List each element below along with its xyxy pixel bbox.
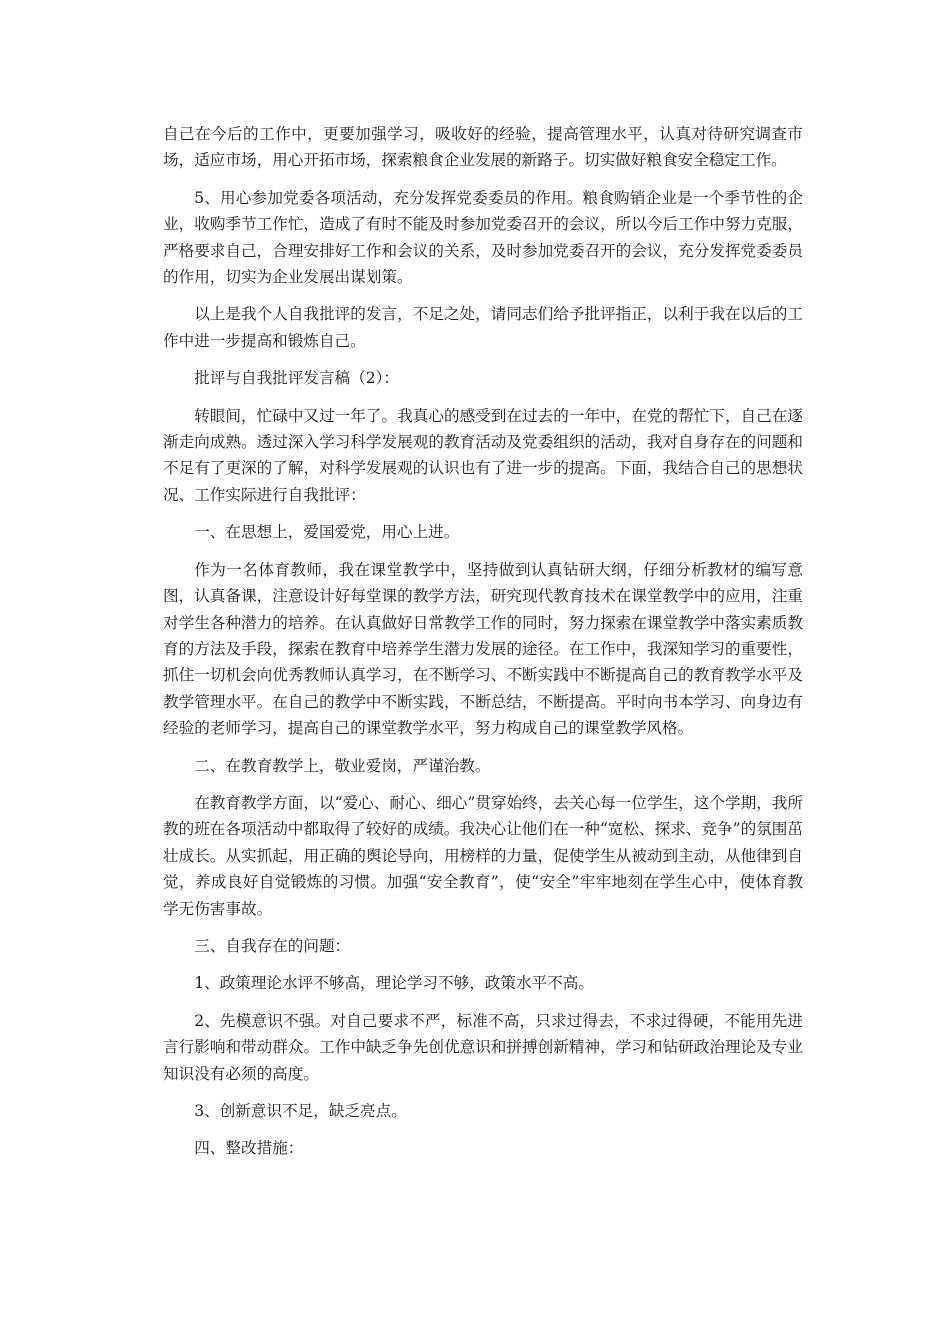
- document-body: [163, 121, 803, 1173]
- paragraph-teaching: 在教育教学方面，以“爱心、耐心、细心”贯穿始终，去关心每一位学生，这个学期，我所教的班在各项活动中都取得了较好的成绩。我决心让他们在一种“宽松、探求、竞争”的氛围茁壮成长。从实抓起，用正确的舆论导向，用榜样的力量，促使学生从被动到主动，从他律到自觉，养成良好自觉锻炼的习惯。加强“安全教育”，使“安全”牢牢地刻在学生心中，使体育教学无伤害事故。: [163, 793, 803, 918]
- paragraph-intro: 转眼间，忙碌中又过一年了。我真心的感受到在过去的一年中，在党的帮忙下，自己在逐渐走向成熟。透过深入学习科学发展观的教育活动及党委组织的活动，我对自身存在的问题和不足有了更深的了解，对科学发展观的认识也有了进一步的提高。下面，我结合自己的思想状况、工作实际进行自我批评：: [163, 406, 803, 504]
- heading-problems: 三、自我存在的问题：: [194, 936, 351, 955]
- paragraph-continuation: 自己在今后的工作中，更要加强学习，吸收好的经验，提高管理水平，认真对待研究调查市场，适应市场，用心开拓市场，探索粮食企业发展的新路子。切实做好粮食安全稳定工作。: [163, 125, 803, 170]
- heading-teaching: 二、在教育教学上，敬业爱岗，严谨治教。: [194, 756, 491, 775]
- problem-item-1: 1、政策理论水评不够高，理论学习不够，政策水平不高。: [194, 974, 594, 993]
- paragraph-thought: 作为一名体育教师，我在课堂教学中，坚持做到认真钻研大纲，仔细分析教材的编写意图，认真备课，注意设计好每堂课的教学方法，研究现代教育技术在课堂教学中的应用，注重对学生各种潜力的培养。在认真做好日常教学工作的同时，努力探索在课堂教学中落实素质教育的方法及手段，探索在教育中培养学生潜力发展的途径。在工作中，我深知学习的重要性，抓住一切机会向优秀教师认真学习，在不断学习、不断实践中不断提高自己的教育教学水平及教学管理水平。在自己的教学中不断实践，不断总结，不断提高。平时向书本学习、向身边有经验的老师学习，提高自己的课堂教学水平，努力构成自己的课堂教学风格。: [163, 560, 803, 738]
- problem-item-3: 3、创新意识不足，缺乏亮点。: [194, 1102, 407, 1120]
- section-title-2: 批评与自我批评发言稿（2）：: [194, 369, 400, 388]
- heading-thought: 一、在思想上，爱国爱党，用心上进。: [194, 523, 460, 542]
- heading-measures: 四、整改措施：: [194, 1139, 304, 1158]
- paragraph-item-5: 5、用心参加党委各项活动，充分发挥党委委员的作用。粮食购销企业是一个季节性的企业，收购季节工作忙，造成了有时不能及时参加党委召开的会议，所以今后工作中努力克服，严格要求自己，合理安排好工作和会议的关系，及时参加党委召开的会议，充分发挥党委委员的作用，切实为企业发展出谋划策。: [163, 188, 803, 287]
- problem-item-2: 2、先模意识不强。对自己要求不严，标准不高，只求过得去，不求过得硬，不能用先进言行影响和带动群众。工作中缺乏争先创优意识和拼搏创新精神，学习和钻研政治理论及专业知识没有必须的高度。: [163, 1011, 803, 1083]
- paragraph-conclusion: 以上是我个人自我批评的发言，不足之处，请同志们给予批评指正，以利于我在以后的工作中进一步提高和锻炼自己。: [163, 305, 803, 350]
